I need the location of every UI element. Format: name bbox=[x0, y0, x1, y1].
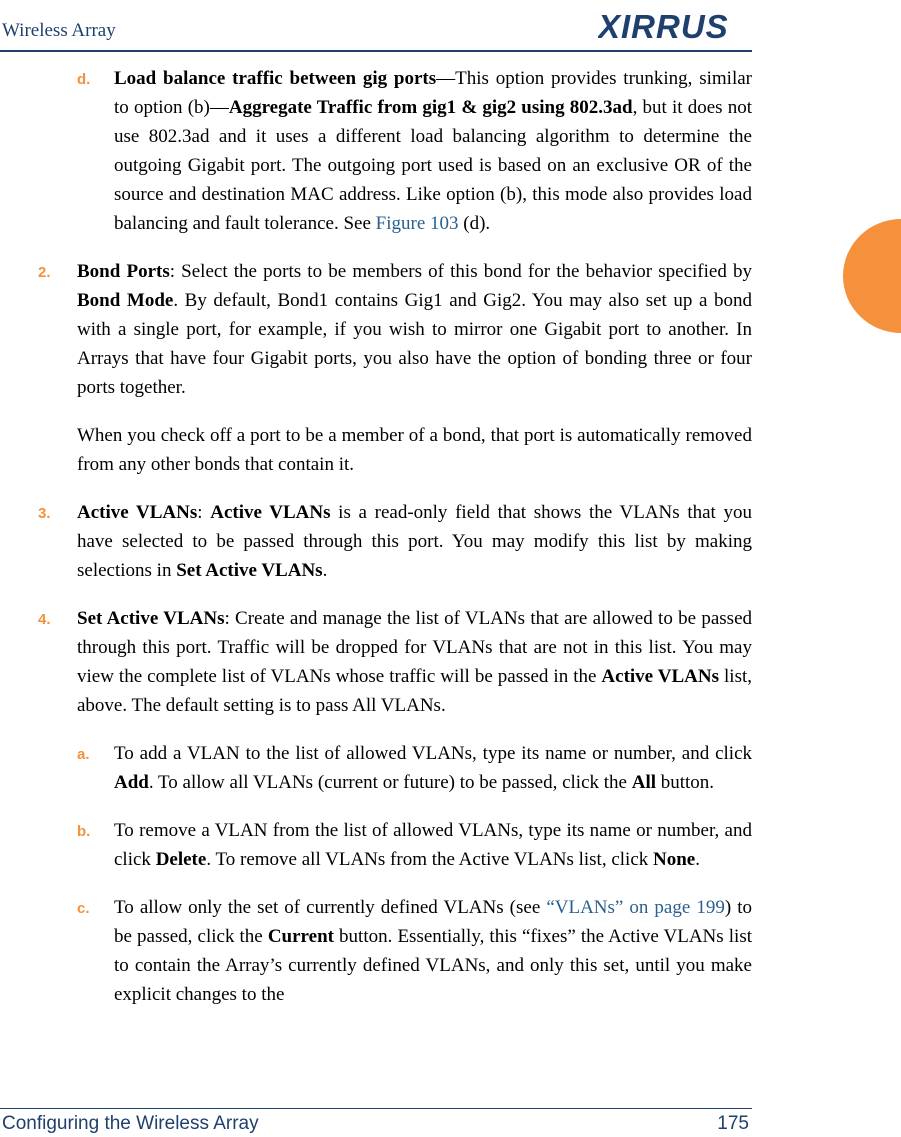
list-item-2 bbox=[0, 257, 752, 402]
figure-link[interactable]: Figure 103 bbox=[375, 213, 459, 234]
item-text: . To remove all VLANs from the Active VLANs list, click bbox=[206, 849, 654, 870]
list-item-4 bbox=[0, 604, 752, 720]
item-text: . By default, Bond1 contains Gig1 and Gig2. You may also set up a bond with a single port, for example, if you wish to mirror one Gigabit port to another. In Arrays that have four Gigabit ports, you also have the option of bonding three or four ports together. bbox=[77, 290, 752, 398]
item-bold: Add bbox=[114, 772, 149, 793]
item-marker: 3. bbox=[38, 505, 51, 522]
item-text: button. bbox=[656, 772, 715, 793]
item-marker: a. bbox=[77, 746, 90, 763]
item-bold: Active VLANs bbox=[601, 666, 720, 687]
footer-chapter-title: Configuring the Wireless Array bbox=[2, 1113, 259, 1134]
item-text: . bbox=[322, 560, 328, 581]
page-body bbox=[0, 64, 752, 1020]
item-marker: 2. bbox=[38, 264, 51, 281]
item-bold: Bond Mode bbox=[77, 290, 174, 311]
item-bold: Set Active VLANs bbox=[176, 560, 323, 581]
item-text: . To allow all VLANs (current or future) to be passed, click the bbox=[148, 772, 632, 793]
item-text: : Select the ports to be members of this bond for the behavior specified by bbox=[169, 261, 752, 282]
running-header-title: Wireless Array bbox=[2, 20, 116, 41]
item-term: Load balance traffic between gig ports bbox=[114, 68, 437, 89]
item-text: list, above. The default setting is to pass All VLANs. bbox=[77, 666, 752, 716]
xirrus-logo bbox=[598, 8, 746, 44]
page-header bbox=[0, 0, 752, 52]
item-bold: Delete bbox=[155, 849, 207, 870]
list-item-b bbox=[0, 816, 752, 874]
item-text: To remove a VLAN from the list of allowed VLANs, type its name or number, and click bbox=[114, 820, 752, 870]
item-marker: 4. bbox=[38, 611, 51, 628]
list-item-3 bbox=[0, 498, 752, 585]
page-number: 175 bbox=[717, 1113, 749, 1134]
footer-divider bbox=[0, 1108, 752, 1109]
item-text: , but it does not use 802.3ad and it uses a different load balancing algorithm to determine the outgoing Gigabit port. The outgoing port used is based on an exclusive OR of the source and destination MAC address. Like option (b), this mode also provides load balancing and fault tolerance. See bbox=[114, 97, 752, 234]
list-item-c bbox=[0, 893, 752, 1009]
item-text: is a read-only field that shows the VLANs that you have selected to be passed through this port. You may modify this list by making selections in bbox=[77, 502, 753, 581]
item-bold: Current bbox=[267, 926, 334, 947]
header-divider bbox=[0, 50, 752, 52]
logo-text: XIRRUS bbox=[598, 8, 729, 44]
list-item-a bbox=[0, 739, 752, 797]
item-bold: None bbox=[653, 849, 696, 870]
item-bold-ref: Aggregate Traffic from gig1 & gig2 using 802.3ad bbox=[228, 97, 633, 118]
item-bold: All bbox=[631, 772, 656, 793]
item-term: Bond Ports bbox=[77, 261, 170, 282]
list-item-2-note: When you check off a port to be a member of a bond, that port is automatically removed from any other bonds that contain it. bbox=[77, 425, 752, 475]
item-marker: c. bbox=[77, 900, 90, 917]
item-marker: b. bbox=[77, 823, 91, 840]
item-marker: d. bbox=[77, 71, 91, 88]
page-reference-link[interactable]: “VLANs” on page 199 bbox=[546, 897, 725, 918]
item-term: Active VLANs bbox=[77, 502, 198, 523]
item-term: Set Active VLANs bbox=[77, 608, 225, 629]
item-text: . bbox=[695, 849, 700, 870]
chapter-tab-marker bbox=[843, 219, 901, 333]
list-item-d bbox=[0, 64, 752, 238]
item-text: To add a VLAN to the list of allowed VLANs, type its name or number, and click bbox=[114, 743, 752, 764]
item-text: button. Essentially, this “fixes” the Active VLANs list to contain the Array’s currently defined VLANs, and only this set, until you make explicit changes to the bbox=[114, 926, 752, 1005]
item-text: ) to be passed, click the bbox=[114, 897, 752, 947]
item-text: : Create and manage the list of VLANs that are allowed to be passed through this port. Traffic will be dropped for VLANs that are not in this list. You may view the complete list of VLANs whose traffic will be passed in the bbox=[77, 608, 753, 687]
item-bold: Active VLANs bbox=[210, 502, 331, 523]
item-text: —This option provides trunking, similar to option (b)— bbox=[114, 68, 752, 118]
item-text: : bbox=[197, 502, 211, 523]
item-text: To allow only the set of currently defined VLANs (see bbox=[114, 897, 547, 918]
item-text: (d). bbox=[458, 213, 491, 234]
